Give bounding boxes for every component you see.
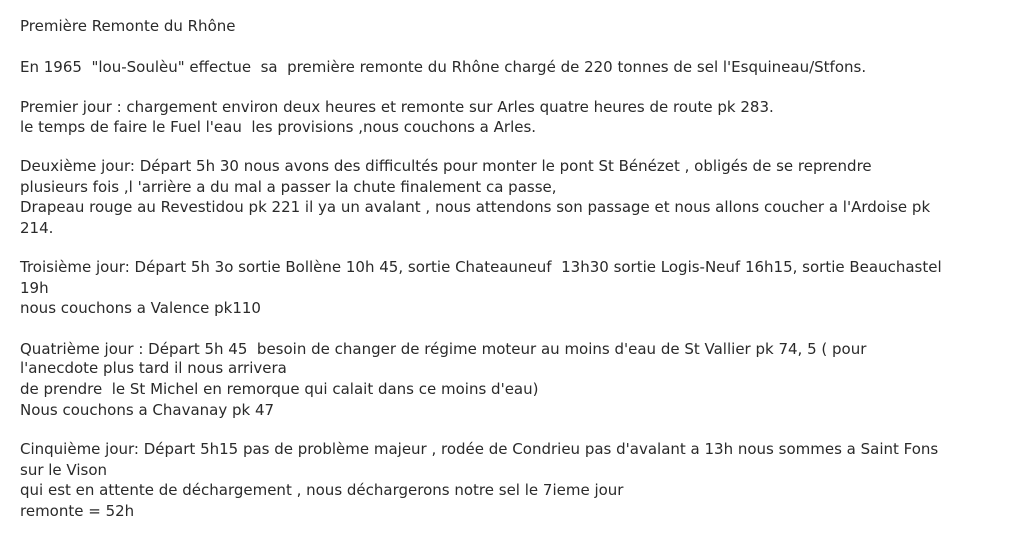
day3-line-1: Troisième jour: Départ 5h 3o sortie Bollène 10h 45, sortie Chateauneuf 13h30 sortie Logis-Neuf 16h15, sortie Beauchastel	[20, 258, 942, 276]
day5-line-1: Cinquième jour: Départ 5h15 pas de problème majeur , rodée de Condrieu pas d'avalant a 13h nous sommes a Saint Fons	[20, 440, 939, 458]
day4-line-1: Quatrième jour : Départ 5h 45 besoin de changer de régime moteur au moins d'eau de St Vallier pk 74, 5 ( pour	[20, 340, 867, 358]
day5-line-3: qui est en attente de déchargement , nous déchargerons notre sel le 7ieme jour	[20, 481, 624, 499]
intro-line: En 1965 "lou-Soulèu" effectue sa première remonte du Rhône chargé de 220 tonnes de sel l'Esquineau/Stfons.	[20, 58, 867, 76]
day2-line-3: Drapeau rouge au Revestidou pk 221 il ya un avalant , nous attendons son passage et nous allons coucher a l'Ardoise pk	[20, 198, 931, 216]
day1-line-2: le temps de faire le Fuel l'eau les provisions ,nous couchons a Arles.	[20, 118, 537, 136]
day1-line-1: Premier jour : chargement environ deux heures et remonte sur Arles quatre heures de route pk 283.	[20, 98, 774, 116]
day4-line-2: l'anecdote plus tard il nous arrivera	[20, 359, 287, 377]
day2-line-2: plusieurs fois ,l 'arrière a du mal a passer la chute finalement ca passe,	[20, 178, 557, 196]
day2-line-4: 214.	[20, 219, 54, 237]
day5-line-4: remonte = 52h	[20, 502, 135, 520]
day4-line-4: Nous couchons a Chavanay pk 47	[20, 401, 275, 419]
day3-line-3: nous couchons a Valence pk110	[20, 299, 261, 317]
day4-line-3: de prendre le St Michel en remorque qui calait dans ce moins d'eau)	[20, 380, 539, 398]
day2-line-1: Deuxième jour: Départ 5h 30 nous avons des difficultés pour monter le pont St Bénézet , obligés de se reprendre	[20, 157, 872, 175]
day3-line-2: 19h	[20, 279, 49, 297]
day5-line-2: sur le Vison	[20, 461, 108, 479]
document-title: Première Remonte du Rhône	[20, 17, 236, 35]
